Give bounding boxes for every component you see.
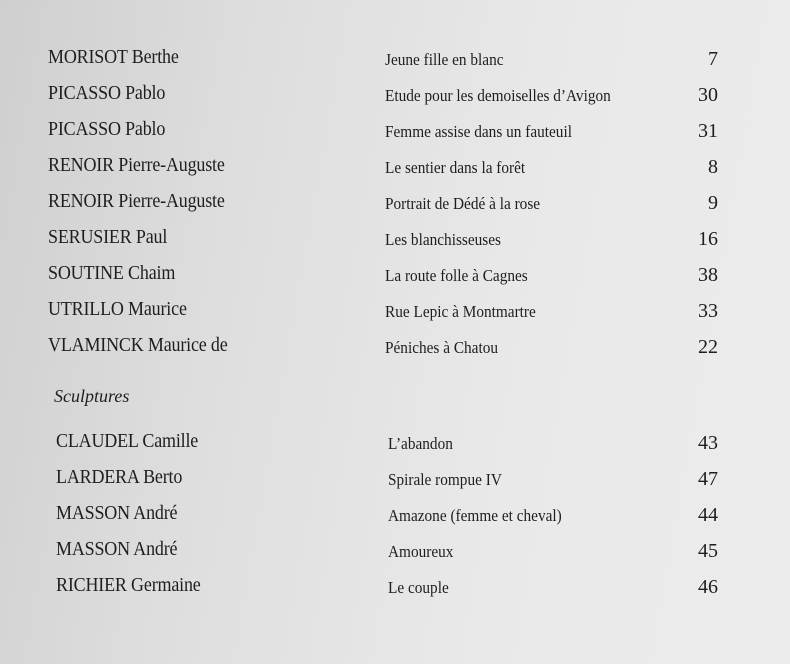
page-number: 44 xyxy=(698,504,718,526)
artist-name: MASSON André xyxy=(56,502,178,524)
artwork-title: Amazone (femme et cheval) xyxy=(388,506,562,525)
artist-name: VLAMINCK Maurice de xyxy=(48,334,228,356)
index-entry xyxy=(0,298,790,326)
artist-name: RENOIR Pierre-Auguste xyxy=(48,154,225,176)
index-entry xyxy=(0,262,790,290)
artwork-title: L’abandon xyxy=(388,434,453,453)
index-entry xyxy=(0,574,790,602)
index-entry xyxy=(0,118,790,146)
page-number: 9 xyxy=(708,192,718,214)
page-number: 43 xyxy=(698,432,718,454)
page-number: 46 xyxy=(698,576,718,598)
artwork-title: Rue Lepic à Montmartre xyxy=(385,302,536,321)
page-number: 47 xyxy=(698,468,718,490)
artist-name: SOUTINE Chaim xyxy=(48,262,176,284)
artwork-title: Jeune fille en blanc xyxy=(385,50,504,69)
artwork-title: Le sentier dans la forêt xyxy=(385,158,526,177)
page-number: 8 xyxy=(708,156,718,178)
artist-name: SERUSIER Paul xyxy=(48,226,168,248)
artwork-title: Femme assise dans un fauteuil xyxy=(385,122,572,141)
artwork-title: Le couple xyxy=(388,578,449,597)
section-heading-sculptures: Sculptures xyxy=(54,386,130,406)
index-entry xyxy=(0,334,790,362)
index-entry xyxy=(0,430,790,458)
index-entry xyxy=(0,82,790,110)
page-number: 31 xyxy=(698,120,718,142)
page-number: 38 xyxy=(698,264,718,286)
index-entry xyxy=(0,466,790,494)
artwork-title: Portrait de Dédé à la rose xyxy=(385,194,541,213)
index-entry xyxy=(0,226,790,254)
index-entry xyxy=(0,190,790,218)
page-number: 16 xyxy=(698,228,718,250)
artist-name: RENOIR Pierre-Auguste xyxy=(48,190,225,212)
artwork-title: La route folle à Cagnes xyxy=(385,266,528,285)
page-number: 30 xyxy=(698,84,718,106)
artist-name: LARDERA Berto xyxy=(56,466,183,488)
index-entry xyxy=(0,538,790,566)
artist-name: MORISOT Berthe xyxy=(48,46,179,68)
index-entry xyxy=(0,154,790,182)
page-number: 7 xyxy=(708,48,718,70)
artist-name: PICASSO Pablo xyxy=(48,118,166,140)
artwork-title: Les blanchisseuses xyxy=(385,230,502,249)
index-entry xyxy=(0,502,790,530)
artist-name: CLAUDEL Camille xyxy=(56,430,199,452)
artwork-title: Amoureux xyxy=(388,542,454,561)
artwork-title: Péniches à Chatou xyxy=(385,338,499,357)
page-number: 45 xyxy=(698,540,718,562)
artwork-title: Etude pour les demoiselles d’Avigon xyxy=(385,86,611,105)
index-entry xyxy=(0,46,790,74)
artist-name: MASSON André xyxy=(56,538,178,560)
page-number: 33 xyxy=(698,300,718,322)
page-number: 22 xyxy=(698,336,718,358)
artist-name: UTRILLO Maurice xyxy=(48,298,187,320)
artist-name: PICASSO Pablo xyxy=(48,82,166,104)
artwork-title: Spirale rompue IV xyxy=(388,470,502,489)
artist-name: RICHIER Germaine xyxy=(56,574,201,596)
